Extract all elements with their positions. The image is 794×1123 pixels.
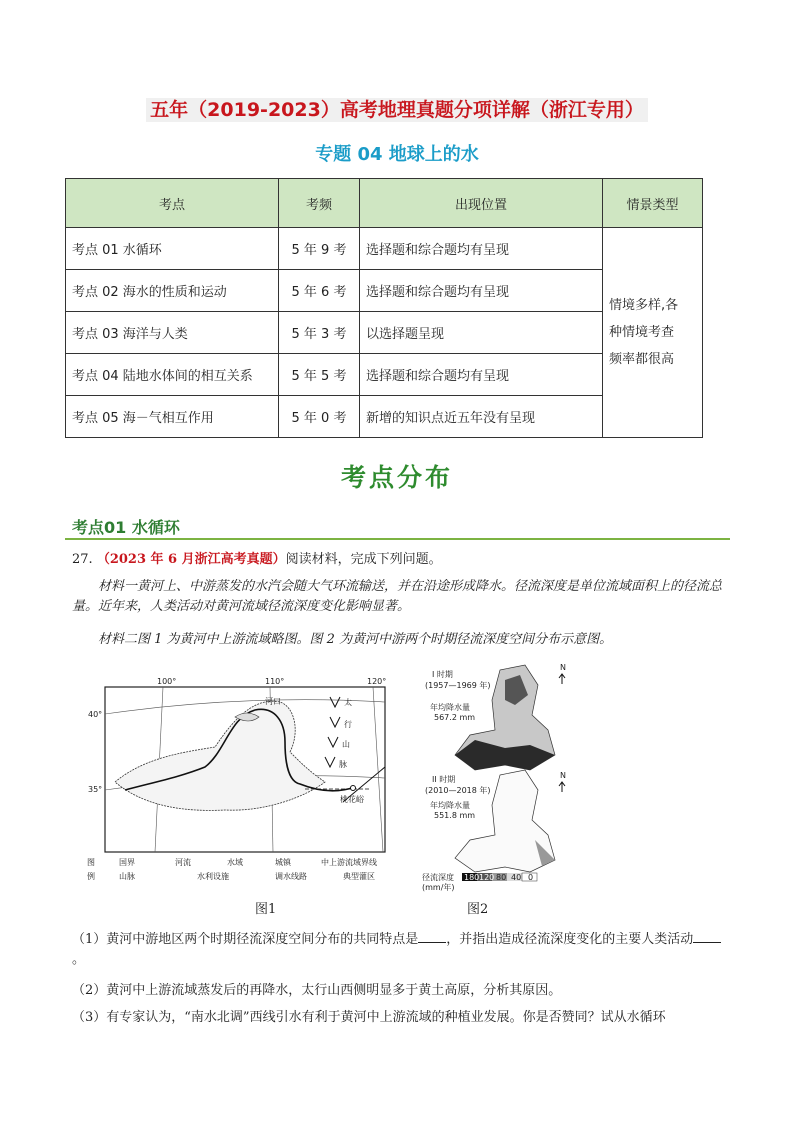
place-tai: 太 bbox=[344, 698, 352, 707]
sub-question-1 bbox=[72, 928, 732, 970]
scene-type-cell bbox=[603, 228, 703, 438]
sub-question-1-part-c: 。 bbox=[72, 952, 86, 967]
row-point: 考点 05 海－气相互作用 bbox=[66, 396, 279, 438]
row-freq: 5 年 9 考 bbox=[279, 228, 360, 270]
row-freq: 5 年 0 考 bbox=[279, 396, 360, 438]
lat-label: 40° bbox=[88, 710, 103, 719]
legend-river: 河流 bbox=[175, 858, 191, 867]
row-position: 以选择题呈现 bbox=[360, 312, 603, 354]
legend-label: 例 bbox=[87, 872, 95, 881]
figure1-caption: 图1 bbox=[255, 902, 277, 917]
legend-tick: 80 bbox=[496, 873, 507, 882]
row-position: 选择题和综合题均有呈现 bbox=[360, 270, 603, 312]
row-position: 选择题和综合题均有呈现 bbox=[360, 354, 603, 396]
sub-question-3: （3）有专家认为，“南水北调”西线引水有利于黄河中上游流域的种植业发展。你是否赞同？试从水循环 bbox=[72, 1010, 666, 1025]
legend-label: 图 bbox=[87, 858, 95, 867]
runoff-depth-maps bbox=[420, 660, 580, 892]
sub-question-1-part-a: （1）黄河中游地区两个时期径流深度空间分布的共同特点是 bbox=[72, 932, 419, 947]
period2-label: II 时期 bbox=[432, 775, 456, 784]
header-scene: 情景类型 bbox=[603, 179, 703, 228]
place-hang: 行 bbox=[344, 720, 352, 729]
row-freq: 5 年 3 考 bbox=[279, 312, 360, 354]
period1-years: (1957—1969 年) bbox=[425, 681, 491, 690]
place-taohuayu: 桃花峪 bbox=[340, 795, 364, 804]
legend-title: 径流深度 bbox=[422, 873, 454, 882]
legend-water: 水域 bbox=[227, 858, 243, 867]
sub-question-1-part-b: ，并指出造成径流深度变化的主要人类活动 bbox=[446, 932, 694, 947]
sub-question-2: （2）黄河中上游流域蒸发后的再降水，太行山西侧明显多于黄土高原，分析其原因。 bbox=[72, 983, 562, 998]
legend-irrigation: 典型灌区 bbox=[343, 872, 375, 881]
legend-tick: 180 bbox=[464, 873, 480, 882]
period1-rain: 567.2 mm bbox=[434, 713, 476, 722]
lat-label: 35° bbox=[88, 785, 103, 794]
page-title bbox=[0, 95, 794, 122]
scene-line: 情境多样,各 bbox=[609, 298, 679, 313]
material-two: 材料二图 1 为黄河中上游流域略图。图 2 为黄河中游两个时期径流深度空间分布示意图。 bbox=[98, 632, 613, 647]
lon-label: 110° bbox=[265, 677, 285, 686]
row-freq: 5 年 6 考 bbox=[279, 270, 360, 312]
row-point: 考点 03 海洋与人类 bbox=[66, 312, 279, 354]
legend-transfer: 调水线路 bbox=[275, 872, 307, 881]
period1-label: I 时期 bbox=[432, 670, 453, 679]
row-point: 考点 02 海水的性质和运动 bbox=[66, 270, 279, 312]
period2-rain-label: 年均降水量 bbox=[430, 801, 470, 810]
section-divider bbox=[65, 538, 730, 540]
legend-tick: 0 bbox=[528, 873, 534, 882]
north-arrow-icon bbox=[559, 674, 565, 684]
yellow-river-basin-map bbox=[85, 672, 390, 892]
topic-title: 专题 04 地球上的水 bbox=[315, 144, 479, 165]
row-point: 考点 01 水循环 bbox=[66, 228, 279, 270]
question-instruction: 阅读材料，完成下列问题。 bbox=[285, 552, 442, 567]
header-freq: 考频 bbox=[279, 179, 360, 228]
period2-years: (2010—2018 年) bbox=[425, 786, 491, 795]
row-freq: 5 年 5 考 bbox=[279, 354, 360, 396]
question-source: （2023 年 6 月浙江高考真题） bbox=[96, 552, 286, 567]
table-row bbox=[66, 228, 703, 270]
period1-rain-label: 年均降水量 bbox=[430, 703, 470, 712]
north-label: N bbox=[560, 771, 566, 780]
exam-points-table bbox=[65, 178, 703, 438]
table-header-row bbox=[66, 179, 703, 228]
legend-basin-line: 中上游流域界线 bbox=[321, 858, 377, 867]
answer-blank[interactable] bbox=[418, 928, 446, 943]
figure2-caption: 图2 bbox=[467, 902, 489, 917]
distribution-title: 考点分布 bbox=[340, 463, 453, 492]
legend-town: 城镇 bbox=[275, 858, 291, 867]
place-shan: 山 bbox=[342, 740, 350, 749]
row-point: 考点 04 陆地水体间的相互关系 bbox=[66, 354, 279, 396]
lon-label: 100° bbox=[157, 677, 177, 686]
period2-rain: 551.8 mm bbox=[434, 811, 476, 820]
answer-blank[interactable] bbox=[693, 928, 721, 943]
header-position: 出现位置 bbox=[360, 179, 603, 228]
section-title: 考点01 水循环 bbox=[72, 518, 180, 537]
scene-line: 种情境考查 bbox=[609, 325, 675, 340]
question-number: 27. bbox=[72, 552, 93, 567]
legend-tick: 40 bbox=[511, 873, 522, 882]
material-one: 材料一黄河上、中游蒸发的水汽会随大气环流输送，并在沿途形成降水。径流深度是单位流域面积上的径流总量。近年来，人类活动对黄河流域径流深度变化影响显著。 bbox=[72, 579, 723, 614]
row-position: 新增的知识点近五年没有呈现 bbox=[360, 396, 603, 438]
legend-border: 国界 bbox=[119, 858, 135, 867]
page-title-text: 五年（2019-2023）高考地理真题分项详解（浙江专用） bbox=[146, 98, 648, 122]
place-hekou: 河口 bbox=[265, 697, 281, 706]
header-point: 考点 bbox=[66, 179, 279, 228]
legend-unit: (mm/年) bbox=[422, 883, 455, 892]
place-mai: 脉 bbox=[339, 760, 347, 769]
row-position: 选择题和综合题均有呈现 bbox=[360, 228, 603, 270]
north-label: N bbox=[560, 663, 566, 672]
scene-line: 频率都很高 bbox=[609, 352, 675, 367]
lon-label: 120° bbox=[367, 677, 387, 686]
north-arrow-icon bbox=[559, 782, 565, 792]
legend-tick: 120 bbox=[479, 873, 495, 882]
legend-mountain: 山脉 bbox=[119, 872, 135, 881]
question-stem bbox=[72, 550, 722, 570]
legend-hydraulic: 水利设施 bbox=[197, 872, 229, 881]
city-marker bbox=[351, 786, 356, 791]
